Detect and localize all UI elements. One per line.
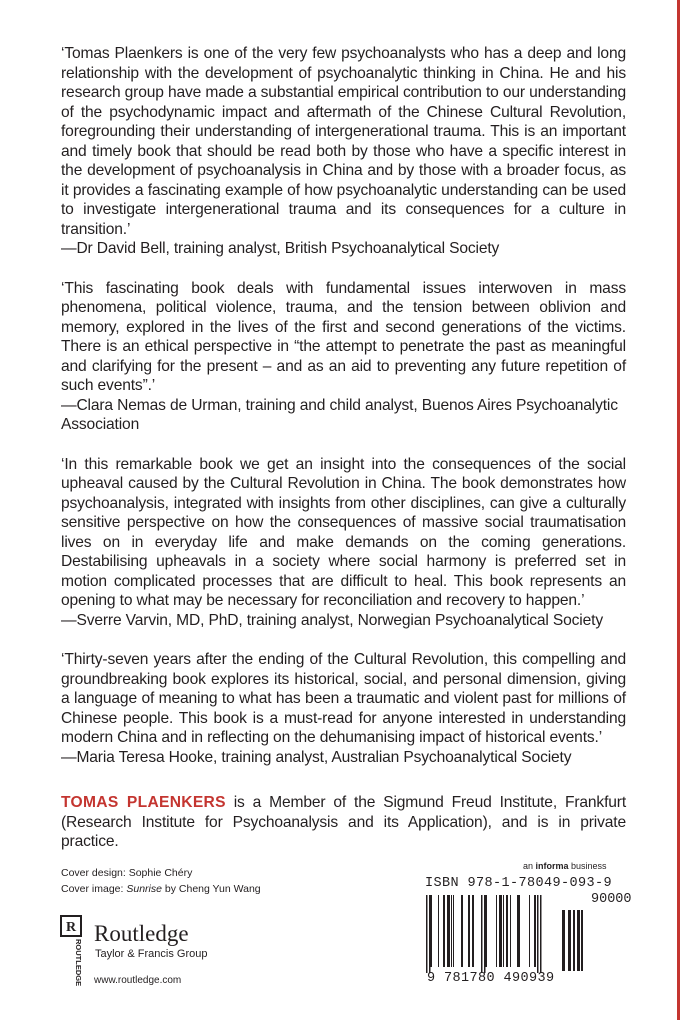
barcode-guard-bar — [540, 895, 542, 973]
svg-text:R: R — [66, 920, 77, 935]
cover-image-credit — [61, 881, 261, 897]
endorsement-quote — [61, 455, 626, 631]
author-name: TOMAS PLAENKERS — [61, 794, 226, 811]
barcode-bar — [577, 910, 580, 971]
barcode-bar — [499, 895, 502, 967]
barcode-bar — [573, 910, 575, 971]
routledge-logo-icon — [60, 915, 83, 987]
barcode-bar — [529, 895, 530, 967]
barcode-bar — [468, 895, 470, 967]
barcode-guard-bar — [484, 895, 486, 973]
barcode-guard-bar — [429, 895, 431, 973]
author-bio — [61, 793, 626, 852]
ean-barcode — [426, 893, 586, 973]
quote-attribution: —Sverre Varvin, MD, PhD, training analyst, Norwegian Psychoanalytical Society — [61, 611, 603, 629]
endorsement-quote — [61, 650, 626, 767]
cover-design-label: Cover design: — [61, 867, 129, 879]
quote-attribution: —Maria Teresa Hooke, training analyst, Australian Psychoanalytical Society — [61, 748, 572, 766]
cover-design-name: Sophie Chéry — [128, 867, 193, 879]
quote-attribution: —Clara Nemas de Urman, training and child analyst, Buenos Aires Psychoanalytic Association — [61, 396, 618, 433]
quote-text: ‘Thirty-seven years after the ending of the Cultural Revolution, this compelling and groundbreaking book explores its historical, social, and personal dimension, giving a language of meaning to what has been a traumatic and violent past for millions of Chinese people. This book is a must-read for anyone interested in understanding modern China and in reflecting on the dehumanising impact of historical events.’ — [61, 651, 626, 746]
quote-text: ‘In this remarkable book we get an insight into the consequences of the social upheaval caused by the Cultural Revolution in China. The book demonstrates how psychoanalysis, integrated with insights from other disciplines, can give a culturally sensitive perspective on how the consequences of massive social traumatisation lives on in everyday life and make demands on the coming generations. Destabilising upheavals in a society where social harmony is preferred set in motion complicated processes that are difficult to heal. This book represents an opening to what may be necessary for reconciliation and recovery to happen.’ — [61, 455, 626, 609]
cover-credits — [61, 865, 261, 897]
logo-vertical-text: ROUTLEDGE — [74, 939, 83, 987]
cover-image-label: Cover image: — [61, 883, 127, 895]
isbn-label: ISBN 978-1-78049-093-9 — [425, 876, 613, 891]
publisher-website: www.routledge.com — [94, 975, 182, 986]
barcode-bar — [503, 895, 504, 967]
barcode-bar — [517, 895, 520, 967]
barcode-guard-bar — [537, 895, 539, 973]
informa-suffix: business — [568, 861, 607, 871]
barcode-bar — [562, 910, 565, 971]
informa-prefix: an — [523, 861, 536, 871]
barcode-guard-bar — [426, 895, 428, 973]
cover-design-credit — [61, 865, 261, 881]
endorsement-quote — [61, 279, 626, 435]
barcode-guard-bar — [481, 895, 483, 973]
informa-tagline — [523, 861, 607, 871]
publisher-subtitle: Taylor & Francis Group — [95, 948, 208, 960]
quote-attribution: —Dr David Bell, training analyst, British Psychoanalytical Society — [61, 240, 500, 257]
informa-brand: informa — [535, 861, 569, 871]
barcode-bar — [581, 910, 583, 971]
barcode-bar — [453, 895, 454, 967]
barcode-bar — [472, 895, 474, 967]
barcode-bar — [506, 895, 508, 967]
quote-text: ‘This fascinating book deals with fundamental issues interwoven in mass phenomena, political violence, trauma, and the tension between oblivion and memory, explored in the lives of the first and second generations of the victims. There is an ethical perspective in “the attempt to penetrate the past as meaningful and clarifying for the present – and as an aid to preventing any future repetition of such events”.’ — [61, 279, 626, 394]
barcode-bar — [438, 895, 439, 967]
barcode-bar — [447, 895, 450, 967]
endorsement-quote — [61, 44, 626, 259]
back-cover-content — [61, 44, 626, 852]
cover-image-title: Sunrise — [126, 883, 162, 895]
barcode-bar — [461, 895, 463, 967]
quote-text: ‘Tomas Plaenkers is one of the very few psychoanalysts who has a deep and long relationship with the development of psychoanalytic thinking in China. He and his research group have made a substantial empirical contribution to our understanding of the psychodynamic impact and aftermath of the Chinese Cultural Revolution, foregrounding their understanding of intergenerational trauma. This is an important and timely book that should be read both by those who have a specific interest in the development of psychoanalysis in China and by those with a broader focus, as it provides a fascinating example of how psychoanalytic understanding can be used to investigate intergenerational trauma and its consequences for a culture in transition.’ — [61, 45, 627, 238]
ean-number: 9 781780 490939 — [427, 971, 555, 986]
publisher-name: Routledge — [94, 921, 189, 946]
price-code: 90000 — [591, 892, 632, 907]
cover-image-artist: by Cheng Yun Wang — [161, 883, 261, 895]
author-bio-text: is a Member of the Sigmund Freud Institute, Frankfurt (Research Institute for Psychoanalysis and its Application), and is in private practice. — [61, 794, 626, 850]
barcode-bar — [496, 895, 497, 967]
barcode-bar — [451, 895, 452, 967]
barcode-bar — [510, 895, 511, 967]
barcode-bar — [534, 895, 536, 967]
barcode-bar — [443, 895, 445, 967]
barcode-bar — [568, 910, 571, 971]
